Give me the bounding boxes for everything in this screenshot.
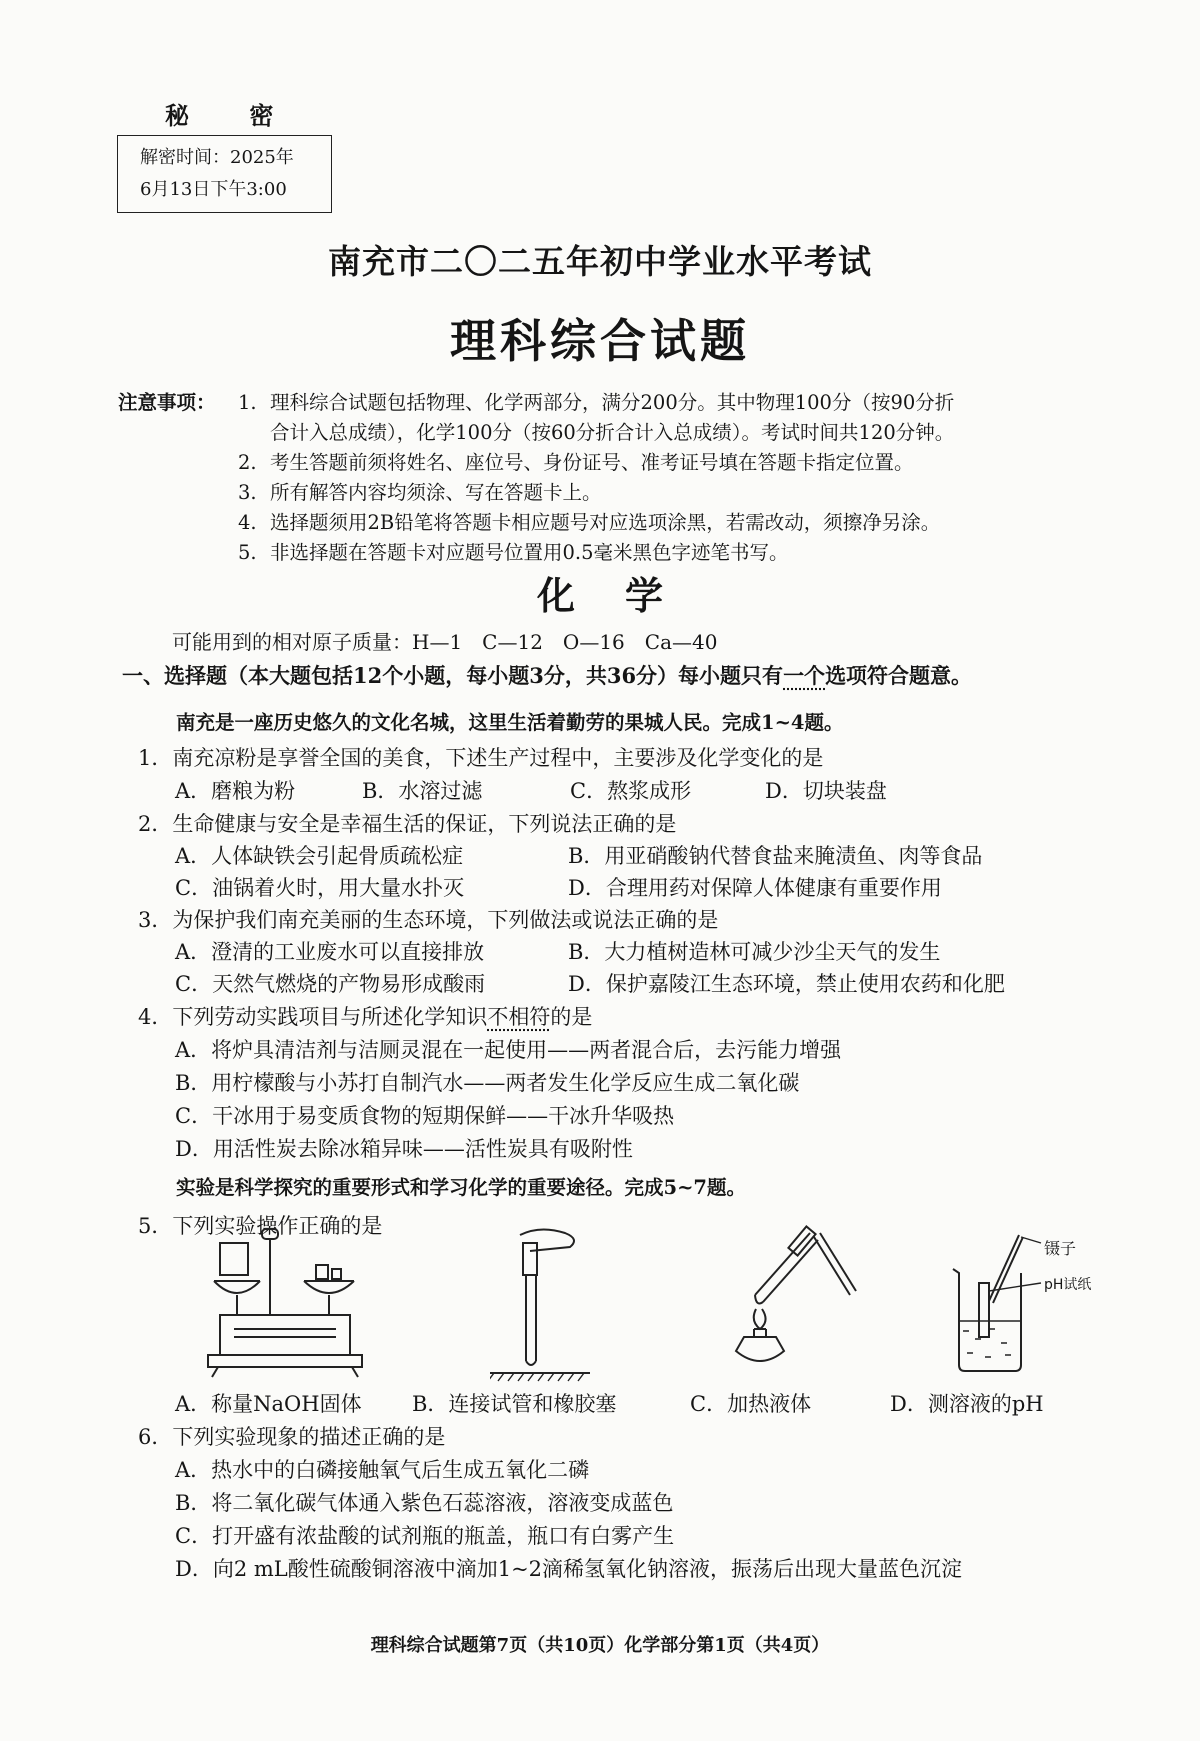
note-text: 考生答题前须将姓名、座位号、身份证号、准考证号填在答题卡指定位置。: [270, 451, 914, 474]
option-d: D．保护嘉陵江生态环境，禁止使用农药和化肥: [568, 972, 1005, 996]
section-heading-text: 选项符合题意。: [825, 663, 973, 688]
option-a: A．将炉具清洁剂与洁厕灵混在一起使用——两者混合后，去污能力增强: [175, 1038, 842, 1062]
note-text: 所有解答内容均须涂、写在答题卡上。: [270, 481, 602, 504]
question-stem-text: 4．下列劳动实践项目与所述化学知识: [138, 1005, 488, 1029]
question-stem-emphasis: 不相符: [487, 1005, 551, 1029]
declassification-line-1: 解密时间：2025年: [140, 147, 294, 168]
figure-label-tweezers: 镊子: [1044, 1239, 1077, 1258]
declassification-line-2: 6月13日下午3:00: [140, 179, 287, 200]
question-stem: 3．为保护我们南充美丽的生态环境，下列做法或说法正确的是: [138, 908, 719, 932]
secret-label: 秘 密: [165, 101, 300, 130]
option-d: D．合理用药对保障人体健康有重要作用: [568, 876, 942, 900]
option-a: A．磨粮为粉: [175, 779, 296, 803]
note-number: 4.: [238, 511, 257, 534]
figure-balance: [200, 1225, 370, 1385]
note-text: 理科综合试题包括物理、化学两部分，满分200分。其中物理100分（按90分折: [270, 391, 955, 414]
option-b: B．大力植树造林可减少沙尘天气的发生: [568, 940, 941, 964]
section-heading-text: 一、选择题（本大题包括12个小题，每小题3分，共36分）每小题只有: [122, 663, 784, 688]
figure-label-ph-paper: pH试纸: [1044, 1277, 1092, 1293]
note-number: 2.: [238, 451, 257, 474]
section-heading-emphasis: 一个: [783, 663, 826, 688]
atomic-masses: 可能用到的相对原子质量：H—1 C—12 O—16 Ca—40: [172, 630, 718, 654]
option-c: C．干冰用于易变质食物的短期保鲜——干冰升华吸热: [175, 1104, 675, 1128]
page-footer: 理科综合试题第7页（共10页）化学部分第1页（共4页）: [370, 1635, 830, 1656]
notes-label: 注意事项：: [118, 391, 216, 414]
exam-title: 南充市二〇二五年初中学业水平考试: [328, 242, 872, 281]
note-text: 非选择题在答题卡对应题号位置用0.5毫米黑色字迹笔书写。: [270, 541, 789, 564]
question-stem-text: 的是: [550, 1005, 593, 1029]
option-c: C．油锅着火时，用大量水扑灭: [175, 876, 465, 900]
option-c: C．天然气燃烧的产物易形成酸雨: [175, 972, 486, 996]
figure-test-tube-stopper: [490, 1225, 600, 1385]
note-number: 3.: [238, 481, 257, 504]
option-c: C．熬浆成形: [570, 779, 692, 803]
section-heading: [122, 660, 972, 690]
option-a: A．澄清的工业废水可以直接排放: [175, 940, 485, 964]
group-intro: 南充是一座历史悠久的文化名城，这里生活着勤劳的果城人民。完成1~4题。: [176, 711, 844, 734]
option-b: B．连接试管和橡胶塞: [412, 1392, 617, 1416]
option-c: C．打开盛有浓盐酸的试剂瓶的瓶盖，瓶口有白雾产生: [175, 1524, 675, 1548]
option-a: A．热水中的白磷接触氧气后生成五氧化二磷: [175, 1458, 590, 1482]
note-number: 1.: [238, 391, 257, 414]
notes-block: [118, 388, 954, 568]
group-intro: 实验是科学探究的重要形式和学习化学的重要途径。完成5~7题。: [176, 1176, 746, 1199]
declassification-box: [117, 135, 332, 213]
figure-heating-liquid: [700, 1225, 860, 1385]
option-c: C．加热液体: [690, 1392, 812, 1416]
note-text: 合计入总成绩），化学100分（按60分折合计入总成绩）。考试时间共120分钟。: [270, 421, 955, 444]
question-stem: [138, 1001, 592, 1031]
option-d: D．测溶液的pH: [890, 1392, 1044, 1416]
option-b: B．水溶过滤: [362, 779, 483, 803]
option-d: D．向2 mL酸性硫酸铜溶液中滴加1~2滴稀氢氧化钠溶液，振荡后出现大量蓝色沉淀: [175, 1557, 963, 1581]
option-a: A．人体缺铁会引起骨质疏松症: [175, 844, 464, 868]
option-b: B．将二氧化碳气体通入紫色石蕊溶液，溶液变成蓝色: [175, 1491, 674, 1515]
question-stem: 1．南充凉粉是享誉全国的美食，下述生产过程中，主要涉及化学变化的是: [138, 746, 824, 770]
option-d: D．切块装盘: [765, 779, 887, 803]
subject-title: 理科综合试题: [450, 314, 750, 368]
option-a: A．称量NaOH固体: [175, 1392, 362, 1416]
question-stem: 5．下列实验操作正确的是: [138, 1214, 383, 1238]
note-text: 选择题须用2B铅笔将答题卡相应题号对应选项涂黑，若需改动，须擦净另涂。: [270, 511, 941, 534]
note-number: 5.: [238, 541, 257, 564]
question-stem: 2．生命健康与安全是幸福生活的保证，下列说法正确的是: [138, 812, 677, 836]
chemistry-title: 化学: [536, 573, 713, 618]
option-b: B．用亚硝酸钠代替食盐来腌渍鱼、肉等食品: [568, 844, 983, 868]
option-d: D．用活性炭去除冰箱异味——活性炭具有吸附性: [175, 1137, 633, 1161]
option-b: B．用柠檬酸与小苏打自制汽水——两者发生化学反应生成二氧化碳: [175, 1071, 800, 1095]
question-stem: 6．下列实验现象的描述正确的是: [138, 1425, 446, 1449]
